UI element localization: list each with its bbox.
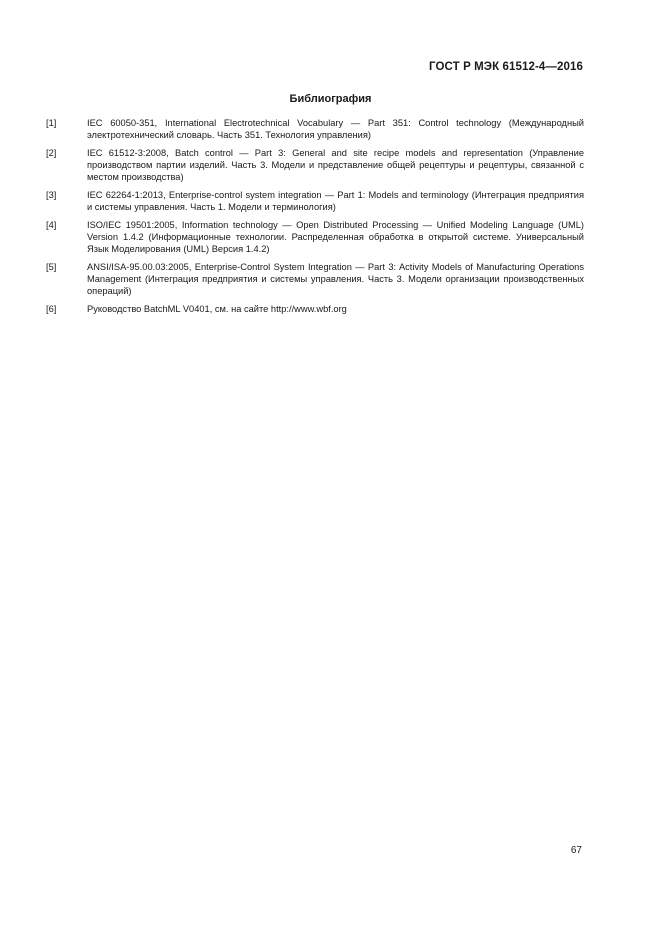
list-item bbox=[46, 147, 584, 183]
bibliography-number: [3] bbox=[46, 190, 57, 200]
page-number: 67 bbox=[570, 845, 582, 856]
list-item bbox=[46, 261, 584, 297]
bibliography-number: [6] bbox=[46, 304, 57, 314]
standard-code-header: ГОСТ Р МЭК 61512-4—2016 bbox=[429, 61, 583, 73]
bibliography-text: Руководство BatchML V0401, см. на сайте http://www.wbf.org bbox=[87, 304, 347, 314]
bibliography-number: [1] bbox=[46, 118, 57, 128]
list-item bbox=[46, 219, 584, 255]
bibliography-number: [5] bbox=[46, 262, 57, 272]
bibliography-text: IEC 62264-1:2013, Enterprise-control system integration — Part 1: Models and terminology (Интеграция предприятия и системы управления. Часть 1. Модели и терминология) bbox=[87, 190, 584, 212]
bibliography-number: [2] bbox=[46, 148, 57, 158]
page-title: Библиография bbox=[289, 93, 372, 105]
bibliography-text: ANSI/ISA-95.00.03:2005, Enterprise-Control System Integration — Part 3: Activity Models of Manufacturing Operations Management (Интеграция предприятия и системы управления. Часть 3. Модели организации производственных операций) bbox=[87, 262, 584, 296]
bibliography-list bbox=[46, 117, 584, 321]
list-item bbox=[46, 189, 584, 213]
bibliography-text: ISO/IEC 19501:2005, Information technology — Open Distributed Processing — Unified Modeling Language (UML) Version 1.4.2 (Информационные технологии. Распределенная обработка в открытой системе. Универсальный Язык Моделирования (UML) Версия 1.4.2) bbox=[87, 220, 584, 254]
list-item bbox=[46, 303, 584, 315]
bibliography-text: IEC 61512-3:2008, Batch control — Part 3: General and site recipe models and representation (Управление производством партии изделий. Часть 3. Модели и представление общей рецептуры и рецептуры, связанной с местом производства) bbox=[87, 148, 584, 182]
bibliography-text: IEC 60050-351, International Electrotechnical Vocabulary — Part 351: Control technology (Международный электротехнический словарь. Часть 351. Технология управления) bbox=[87, 118, 584, 140]
list-item bbox=[46, 117, 584, 141]
bibliography-number: [4] bbox=[46, 220, 57, 230]
